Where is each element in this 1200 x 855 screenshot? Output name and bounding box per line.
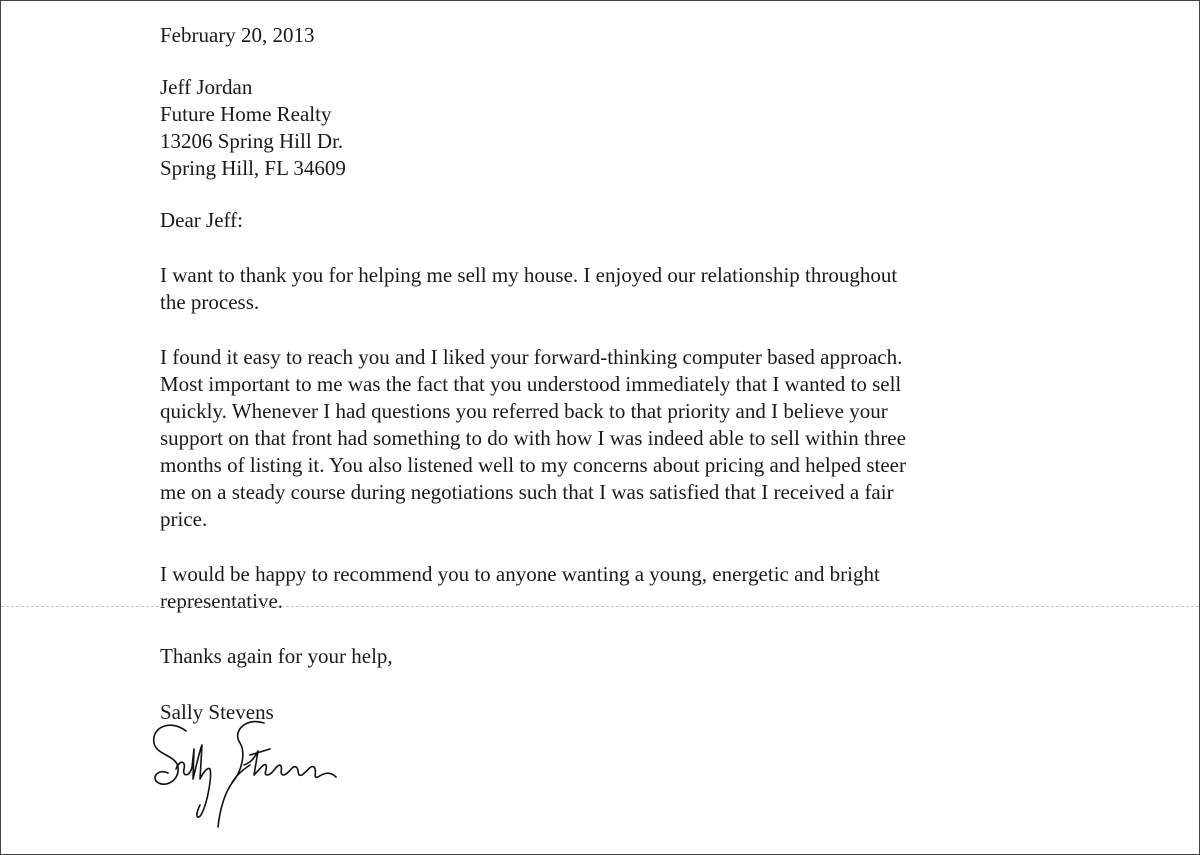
signer-name: Sally Stevens [160, 700, 274, 724]
paragraph-line: representative. [160, 589, 284, 613]
scan-dashed-line [1, 606, 1199, 607]
paragraph-line: support on that front had something to do with how I was indeed able to sell within three [160, 426, 906, 450]
paragraph-1 [160, 262, 1040, 316]
closing: Thanks again for your help, [160, 644, 393, 668]
paragraph-2 [160, 344, 1040, 533]
paragraph-line: I would be happy to recommend you to anyone wanting a young, energetic and bright [160, 562, 880, 586]
letter-body [160, 22, 1040, 670]
recipient-street: 13206 Spring Hill Dr. [160, 129, 344, 153]
paragraph-line: the process. [160, 290, 260, 314]
paragraph-line: quickly. Whenever I had questions you referred back to that priority and I believe your [160, 399, 888, 423]
paragraph-line: Most important to me was the fact that you understood immediately that I wanted to sell [160, 372, 902, 396]
recipient-company: Future Home Realty [160, 102, 332, 126]
recipient-address [160, 74, 1040, 182]
paragraph-line: I found it easy to reach you and I liked your forward-thinking computer based approach. [160, 345, 903, 369]
recipient-city-state-zip: Spring Hill, FL 34609 [160, 156, 346, 180]
paragraph-line: price. [160, 507, 208, 531]
salutation: Dear Jeff: [160, 208, 243, 232]
letter-date: February 20, 2013 [160, 23, 315, 47]
signature-image [146, 709, 366, 834]
paragraph-line: me on a steady course during negotiations such that I was satisfied that I received a fair [160, 480, 894, 504]
paragraph-line: months of listing it. You also listened well to my concerns about pricing and helped steer [160, 453, 906, 477]
recipient-name: Jeff Jordan [160, 75, 253, 99]
paragraph-line: I want to thank you for helping me sell my house. I enjoyed our relationship throughout [160, 263, 898, 287]
